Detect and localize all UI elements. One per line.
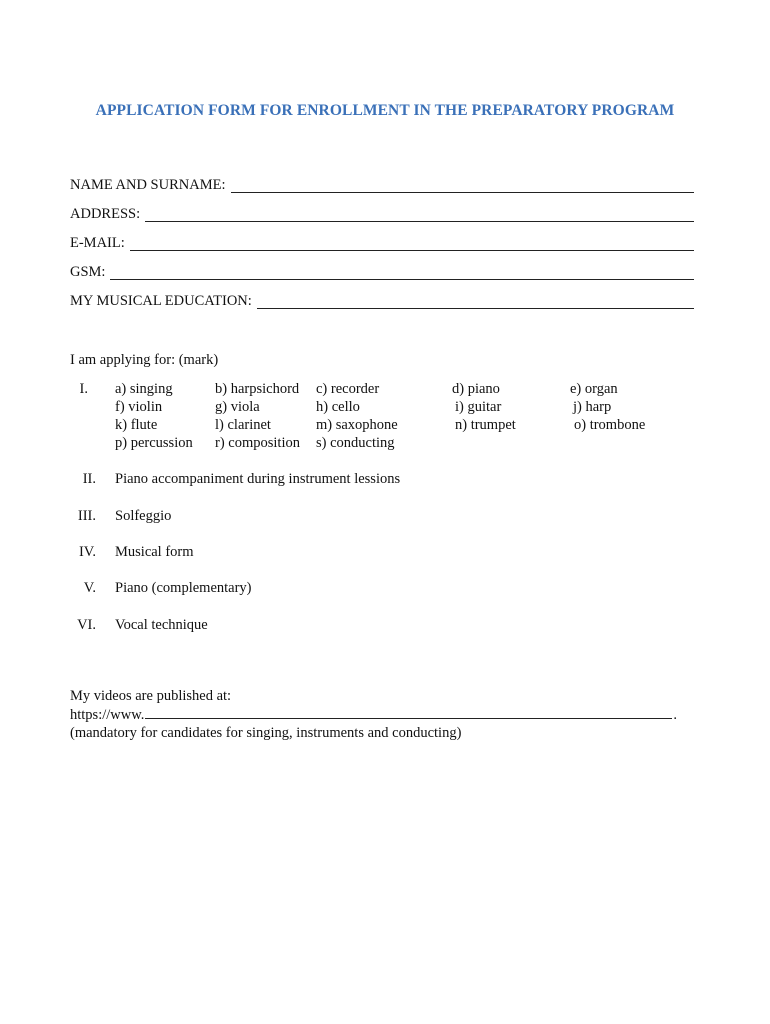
url-prefix: https://www. — [70, 707, 145, 723]
option-harp[interactable]: j) harp — [573, 399, 612, 415]
applying-label: I am applying for: (mark) — [70, 352, 219, 368]
section-numeral: I. — [79, 381, 88, 397]
video-url-field[interactable] — [70, 707, 677, 724]
option-cello[interactable]: h) cello — [316, 399, 360, 415]
option-singing[interactable]: a) singing — [115, 381, 173, 397]
option-organ[interactable]: e) organ — [570, 381, 618, 397]
section-numeral: IV. — [78, 544, 96, 560]
name-surname-field[interactable] — [70, 177, 694, 194]
option-musical-form[interactable]: Musical form — [115, 544, 194, 560]
option-clarinet[interactable]: l) clarinet — [215, 417, 271, 433]
option-trombone[interactable]: o) trombone — [574, 417, 646, 433]
option-vocal-technique[interactable]: Vocal technique — [115, 617, 208, 633]
field-label: GSM: — [70, 264, 106, 280]
field-label: NAME AND SURNAME: — [70, 177, 226, 193]
videos-label: My videos are published at: — [70, 688, 232, 704]
url-suffix: . — [673, 707, 678, 723]
field-label: E-MAIL: — [70, 235, 125, 251]
option-flute[interactable]: k) flute — [115, 417, 158, 433]
fill-line[interactable] — [130, 238, 694, 251]
section-numeral: V. — [83, 580, 96, 596]
section-numeral: II. — [82, 471, 96, 487]
address-field[interactable] — [70, 206, 694, 223]
email-field[interactable] — [70, 235, 694, 252]
option-trumpet[interactable]: n) trumpet — [455, 417, 516, 433]
videos-note: (mandatory for candidates for singing, instruments and conducting) — [70, 725, 462, 741]
fill-line[interactable] — [145, 209, 694, 222]
option-composition[interactable]: r) composition — [215, 435, 300, 451]
option-solfeggio[interactable]: Solfeggio — [115, 508, 172, 524]
form-title: APPLICATION FORM FOR ENROLLMENT IN THE PREPARATORY PROGRAM — [95, 102, 675, 119]
fill-line[interactable] — [231, 180, 695, 193]
fill-line[interactable] — [110, 267, 694, 280]
section-numeral: III. — [77, 508, 96, 524]
musical-education-field[interactable] — [70, 293, 694, 310]
field-label: MY MUSICAL EDUCATION: — [70, 293, 252, 309]
option-guitar[interactable]: i) guitar — [455, 399, 502, 415]
option-piano[interactable]: d) piano — [452, 381, 500, 397]
section-numeral: VI. — [77, 617, 96, 633]
option-viola[interactable]: g) viola — [215, 399, 260, 415]
option-recorder[interactable]: c) recorder — [316, 381, 380, 397]
fill-line[interactable] — [257, 296, 694, 309]
option-piano-accompaniment[interactable]: Piano accompaniment during instrument lessions — [115, 471, 401, 487]
field-label: ADDRESS: — [70, 206, 141, 222]
option-piano-complementary[interactable]: Piano (complementary) — [115, 580, 252, 596]
option-saxophone[interactable]: m) saxophone — [316, 417, 398, 433]
gsm-field[interactable] — [70, 264, 694, 281]
option-conducting[interactable]: s) conducting — [316, 435, 395, 451]
option-harpsichord[interactable]: b) harpsichord — [215, 381, 300, 397]
option-violin[interactable]: f) violin — [115, 399, 163, 415]
option-percussion[interactable]: p) percussion — [115, 435, 193, 451]
url-fill-line[interactable] — [145, 707, 672, 719]
